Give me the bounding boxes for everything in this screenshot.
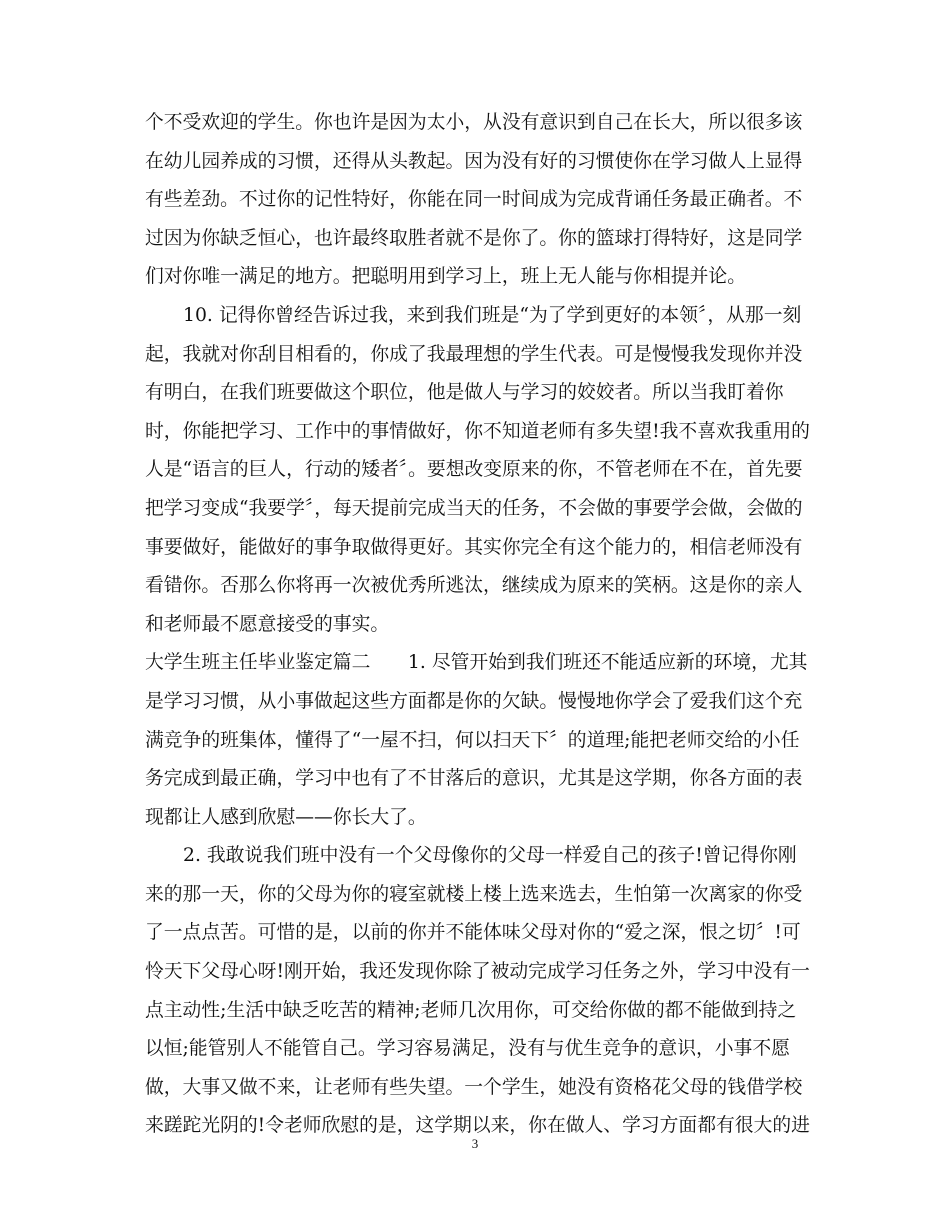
text-line: 来的那一天，你的父母为你的寝室就楼上楼上选来选去，生怕第一次离家的你受 — [145, 883, 803, 905]
text-line: 点主动性;生活中缺乏吃苦的精神;老师几次用你，可交给你做的都不能做到持之 — [145, 999, 797, 1021]
text-line: 了一点点苦。可惜的是，以前的你并不能体味父母对你的“爱之深，恨之切〞!可 — [145, 922, 801, 944]
document-body — [145, 104, 810, 1146]
text-line: 个不受欢迎的学生。你也许是因为太小，从没有意识到自己在长大，所以很多该 — [145, 112, 803, 133]
text-line: 满竞争的班集体，懂得了“一屋不扫，何以扫天下〞的道理;能把老师交给的小任 — [145, 729, 800, 751]
paragraph-start-line: 2. 我敢说我们班中没有一个父母像你的父母一样爱自己的孩子!曾记得你刚 — [183, 845, 797, 867]
text-line: 时，你能把学习、工作中的事情做好，你不知道老师有多失望!我不喜欢我重用的 — [145, 420, 810, 442]
page-number: 3 — [471, 1136, 479, 1151]
text-line: 人是“语言的巨人，行动的矮者〞。要想改变原来的你，不管老师在不在，首先要 — [145, 459, 803, 481]
section-heading-line: 大学生班主任毕业鉴定篇二 1. 尽管开始到我们班还不能适应新的环境，尤其 — [145, 652, 808, 674]
text-line: 看错你。否那么你将再一次被优秀所逃汰，继续成为原来的笑柄。这是你的亲人 — [145, 575, 803, 597]
text-line: 以恒;能管别人不能管自己。学习容易满足，没有与优生竞争的意识，小事不愿 — [145, 1038, 790, 1060]
text-line: 有明白，在我们班要做这个职位，他是做人与学习的姣姣者。所以当我盯着你 — [145, 382, 784, 404]
text-line: 有些差劲。不过你的记性特好，你能在同一时间成为完成背诵任务最正确者。不 — [145, 189, 803, 211]
text-line: 把学习变成“我要学〞，每天提前完成当天的任务，不会做的事要学会做，会做的 — [145, 497, 803, 519]
text-line: 和老师最不愿意接受的事实。 — [145, 613, 390, 635]
text-line: 做，大事又做不来，让老师有些失望。一个学生，她没有资格花父母的钱借学校 — [145, 1076, 803, 1098]
text-line: 现都让人感到欣慰——你长大了。 — [145, 806, 427, 828]
text-line: 事要做好，能做好的事争取做得更好。其实你完全有这个能力的，相信老师没有 — [145, 536, 803, 558]
text-line: 务完成到最正确，学习中也有了不甘落后的意识，尤其是这学期，你各方面的表 — [145, 768, 803, 790]
text-line: 们对你唯一满足的地方。把聪明用到学习上，班上无人能与你相提并论。 — [145, 266, 746, 288]
text-line: 过因为你缺乏恒心，也许最终取胜者就不是你了。你的篮球打得特好，这是同学 — [145, 227, 803, 249]
text-line: 怜天下父母心呀!刚开始，我还发现你除了被动完成学习任务之外，学习中没有一 — [145, 961, 810, 983]
paragraph-start-line: 10. 记得你曾经告诉过我，来到我们班是“为了学到更好的本领〞，从那一刻 — [183, 304, 802, 326]
text-line: 来蹉跎光阴的!令老师欣慰的是，这学期以来，你在做人、学习方面都有很大的进 — [145, 1115, 810, 1137]
text-line: 是学习习惯，从小事做起这些方面都是你的欠缺。慢慢地你学会了爱我们这个充 — [145, 690, 803, 712]
text-line: 起，我就对你刮目相看的，你成了我最理想的学生代表。可是慢慢我发现你并没 — [145, 343, 803, 365]
text-line: 在幼儿园养成的习惯，还得从头教起。因为没有好的习惯使你在学习做人上显得 — [145, 150, 803, 172]
